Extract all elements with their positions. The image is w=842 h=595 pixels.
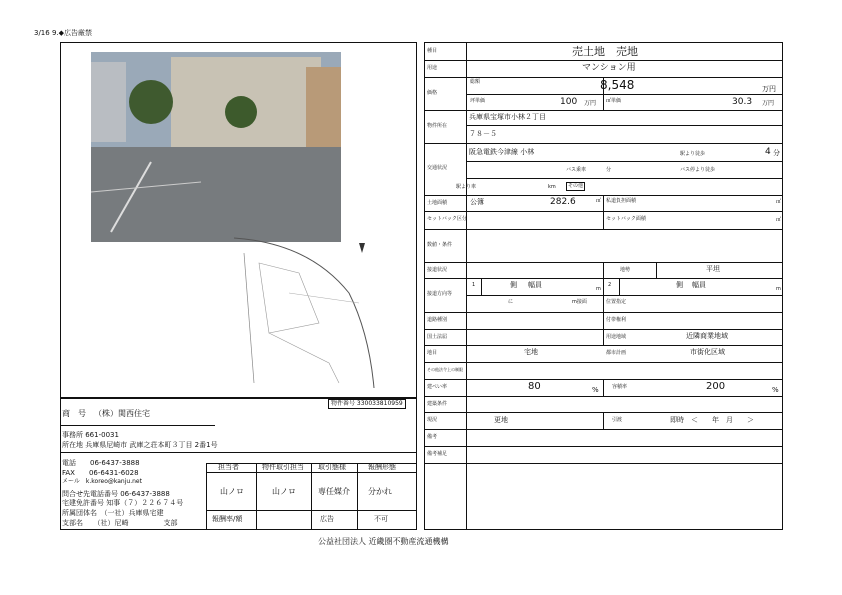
type-value: 売土地 売地 xyxy=(572,45,638,58)
terrain-value: 平坦 xyxy=(706,265,720,273)
supplement-label: 備考補足 xyxy=(427,451,448,457)
land-category-value: 宅地 xyxy=(524,348,538,356)
road2-unit: m xyxy=(776,286,781,292)
tel: 電話 06-6437-3888 xyxy=(62,459,140,467)
walk-label: 駅より徒歩 xyxy=(680,151,706,157)
road1-side: 側 xyxy=(510,281,517,289)
bus-ride-label: バス乗車 xyxy=(566,167,587,173)
staff-value-1: 山ノロ xyxy=(220,487,244,496)
tsubo-price-label: 坪単価 xyxy=(470,98,486,104)
fax-header: 3/16 9.◆広告厳禁 xyxy=(34,29,93,37)
land-area-value: 282.6 xyxy=(550,197,576,207)
mail: メール k.koreo@kanju.net xyxy=(62,478,142,485)
road-type-label: 道路種別 xyxy=(427,317,448,323)
location-label: 物件所在 xyxy=(427,123,448,129)
road1-number: 1 xyxy=(472,282,476,288)
road2-width: 幅員 xyxy=(692,281,706,289)
staff-value-2: 山ノロ xyxy=(272,487,296,496)
other-label: その他 xyxy=(568,183,584,189)
land-area-label: 土地面積 xyxy=(427,200,448,206)
status-label: 現況 xyxy=(427,417,438,423)
address: 所在地 兵庫県尼崎市 武庫之荘本町３丁目 2番1号 xyxy=(62,441,218,449)
delivery-value: 即時 ＜ 年 月 ＞ xyxy=(670,416,754,424)
property-photo-drawing xyxy=(91,52,341,242)
land-area-unit: ㎡ xyxy=(596,198,602,204)
frontage-a: に xyxy=(508,299,514,305)
walk-value: 4 xyxy=(765,147,771,157)
bus-walk-label: バス停より徒歩 xyxy=(680,167,716,173)
total-value: 8,548 xyxy=(600,78,635,92)
assoc-name: 所属団体名 （一社）兵庫県宅建 xyxy=(62,509,164,517)
private-road-unit: ㎡ xyxy=(776,199,782,205)
property-number: 物件番号 330033810959 xyxy=(328,399,406,409)
use-value: マンション用 xyxy=(582,63,636,73)
use-district-label: 用途地域 xyxy=(606,334,627,340)
other-limits-label: その他法令上の制限 xyxy=(427,367,463,372)
road1-width: 幅員 xyxy=(528,281,542,289)
setback-label: セットバック区分 xyxy=(427,216,467,222)
staff-value-4: 分かれ xyxy=(368,487,392,496)
type-label: 種目 xyxy=(427,48,438,54)
road1-unit: m xyxy=(596,286,601,292)
property-photo xyxy=(91,52,341,242)
staff-value-3: 専任媒介 xyxy=(318,487,350,496)
setback-area-label: セットバック面積 xyxy=(606,216,646,222)
traffic-label: 交通状況 xyxy=(427,165,448,171)
location-line-2: ７８－５ xyxy=(469,130,497,138)
ad-value: 不可 xyxy=(374,515,388,523)
use-district-value: 近隣商業地域 xyxy=(686,332,728,340)
price-label: 価格 xyxy=(427,90,438,96)
location-line-1: 兵庫県宝塚市小林２丁目 xyxy=(469,113,546,121)
use-label: 用途 xyxy=(427,65,438,71)
traffic-line: 阪急電鉄今津線 小林 xyxy=(469,148,535,156)
staff-header-4: 報酬形態 xyxy=(368,463,396,471)
site-map xyxy=(229,233,384,393)
far-unit: % xyxy=(772,386,779,394)
bcr-unit: % xyxy=(592,386,599,394)
build-conditions-label: 建築条件 xyxy=(427,401,448,407)
setback-unit: ㎡ xyxy=(776,217,782,223)
remarks-label: 備考 xyxy=(427,434,438,440)
bcr-value: 80 xyxy=(528,381,541,392)
walk-unit: 分 xyxy=(773,149,780,157)
road-status-label: 接道状況 xyxy=(427,267,448,273)
city-plan-label: 都市計画 xyxy=(606,350,627,356)
total-unit: 万円 xyxy=(762,85,776,93)
footer-organization: 公益社団法人 近畿圏不動産流通機構 xyxy=(318,537,449,546)
fee-label: 報酬率/額 xyxy=(212,515,243,523)
firm-name: （株）関西住宅 xyxy=(94,409,150,418)
terrain-label: 地勢 xyxy=(620,267,631,273)
contact-tel: 問合せ先電話番号 06-6437-3888 xyxy=(62,490,170,498)
road2-number: 2 xyxy=(608,282,612,288)
car-unit: km xyxy=(548,184,556,190)
land-category-label: 地目 xyxy=(427,350,438,356)
bus-ride-unit: 分 xyxy=(606,167,612,173)
car-label: 駅より車 xyxy=(456,184,477,190)
attached-rights-label: 付帯権利 xyxy=(606,317,627,323)
far-value: 200 xyxy=(706,381,726,392)
land-report-label: 国土法届 xyxy=(427,334,448,340)
sqm-price-value: 30.3 xyxy=(732,97,753,107)
firm-label: 商 号 xyxy=(62,409,86,418)
total-label: 総額 xyxy=(470,79,481,85)
staff-header-3: 取引態様 xyxy=(318,463,346,471)
private-road-label: 私道負担面積 xyxy=(606,198,637,204)
land-area-type: 公簿 xyxy=(470,198,484,206)
far-label: 容積率 xyxy=(612,384,628,390)
city-plan-value: 市街化区域 xyxy=(690,348,725,356)
sqm-price-unit: 万円 xyxy=(762,100,775,107)
image-panel xyxy=(60,42,417,398)
office-number: 事務所 661-0031 xyxy=(62,431,119,439)
status-value: 更地 xyxy=(494,416,508,424)
branch: 支部名 （社）尼崎 支部 xyxy=(62,519,178,527)
site-map-drawing xyxy=(229,233,384,393)
designation-label: 位置指定 xyxy=(606,299,627,305)
road-direction-label: 接道方向等 xyxy=(427,291,453,297)
staff-header-1: 担当者 xyxy=(218,463,239,471)
fax: FAX 06-6431-6028 xyxy=(62,469,139,477)
sqm-price-label: ㎡単価 xyxy=(606,98,622,104)
bcr-label: 建ぺい率 xyxy=(427,384,448,390)
frontage-b: m接面 xyxy=(572,299,587,305)
tsubo-price-unit: 万円 xyxy=(584,100,597,107)
ad-label: 広告 xyxy=(320,515,334,523)
staff-header-2: 物件取引担当 xyxy=(262,463,304,471)
conditions-label: 数値・条件 xyxy=(427,242,453,248)
delivery-label: 引渡 xyxy=(612,417,623,423)
license: 宅建免許番号 知事（７）２２６７４号 xyxy=(62,499,184,507)
tsubo-price-value: 100 xyxy=(560,97,578,107)
road2-side: 側 xyxy=(676,281,683,289)
